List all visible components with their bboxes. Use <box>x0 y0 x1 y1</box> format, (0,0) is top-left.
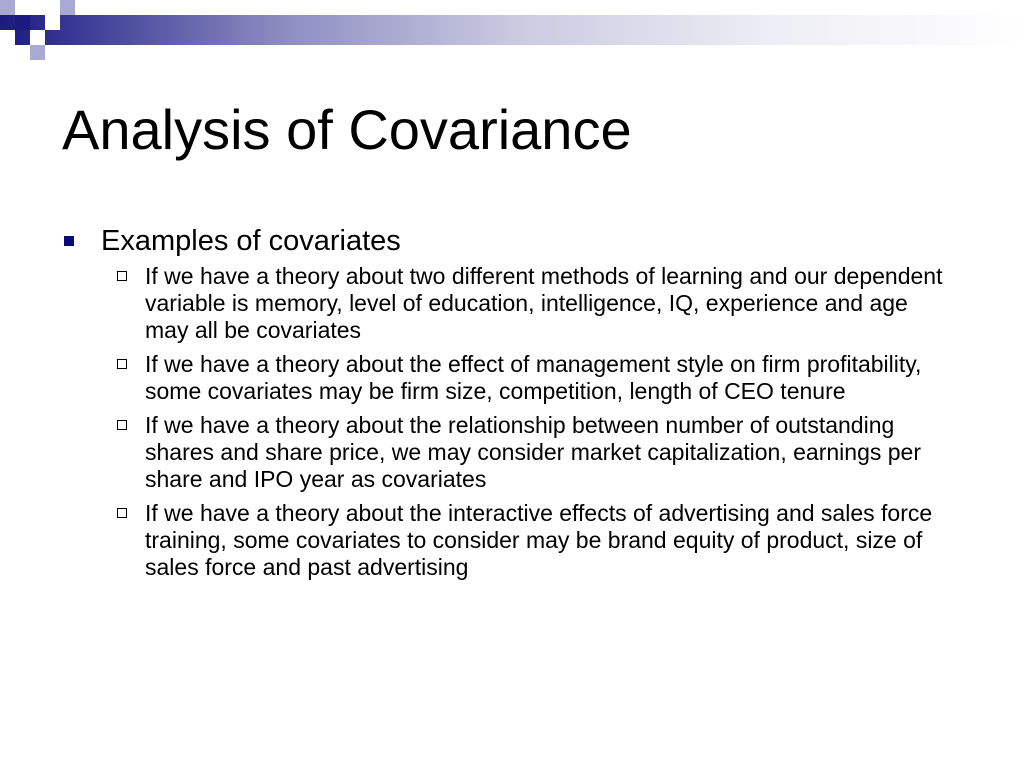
filled-square-bullet-icon <box>64 236 74 246</box>
sub-bullet-text: If we have a theory about the interactive effects of advertising and sales force training, some covariates to consider may be brand equity of product, size of sales force and past advertising <box>145 500 933 580</box>
hollow-square-bullet-icon <box>117 508 127 518</box>
decorative-square-icon <box>45 15 60 30</box>
decorative-square-icon <box>0 0 15 15</box>
list-item <box>62 222 962 581</box>
bullet-list <box>62 222 962 581</box>
sub-list-item <box>62 351 953 405</box>
sub-list-item <box>62 500 953 581</box>
sub-list-item <box>62 263 953 344</box>
decorative-square-icon <box>30 30 45 45</box>
hollow-square-bullet-icon <box>117 271 127 281</box>
decorative-square-icon <box>15 0 30 15</box>
decorative-square-icon <box>15 15 30 30</box>
sub-bullet-text: If we have a theory about two different methods of learning and our dependent variable is memory, level of education, intelligence, IQ, experience and age may all be covariates <box>145 263 943 343</box>
decorative-square-icon <box>60 0 75 15</box>
slide-title: Analysis of Covariance <box>62 98 632 161</box>
sub-bullet-list <box>62 263 962 581</box>
header-gradient-band <box>0 15 1024 45</box>
hollow-square-bullet-icon <box>117 420 127 430</box>
hollow-square-bullet-icon <box>117 359 127 369</box>
sub-list-item <box>62 412 953 493</box>
sub-bullet-text: If we have a theory about the relationship between number of outstanding shares and share price, we may consider market capitalization, earnings per share and IPO year as covariates <box>145 412 921 492</box>
decorative-square-icon <box>30 45 45 60</box>
decorative-square-icon <box>0 30 15 45</box>
bullet-text: Examples of covariates <box>101 225 401 257</box>
sub-bullet-text: If we have a theory about the effect of management style on firm profitability, some covariates may be firm size, competition, length of CEO tenure <box>145 351 922 404</box>
